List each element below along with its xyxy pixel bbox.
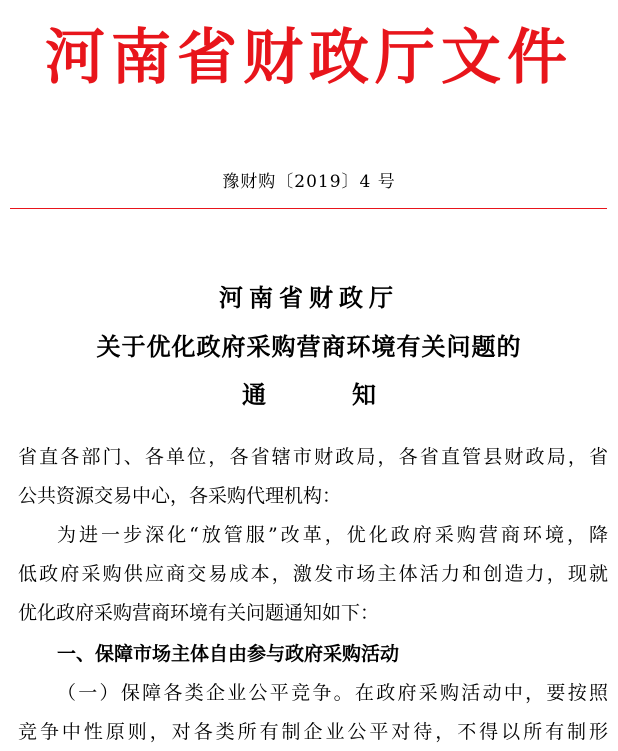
title-notice [0,379,618,411]
addressee-line-2: 公共资源交易中心，各采购代理机构： [18,485,342,507]
section-1-heading: 一、保障市场主体自由参与政府采购活动 [57,643,400,665]
addressee-line-1: 省直各部门、各单位，各省辖市财政局，各省直管县财政局，省 [18,446,608,468]
document-number: 豫财购〔2019〕4 号 [222,172,396,192]
intro-line-1: 为进一步深化“放管服”改革，优化政府采购营商环境，降 [57,524,608,546]
item-1-line-2: 竞争中性原则，对各类所有制企业公平对待，不得以所有制形 [18,721,608,743]
title-notice-char-1: 通 [242,380,266,409]
intro-line-3: 优化政府采购营商环境有关问题通知如下： [18,602,380,624]
masthead-title: 河南省财政厅文件 [45,23,573,93]
title-notice-char-2: 知 [352,380,376,409]
intro-line-2: 低政府采购供应商交易成本，激发市场主体活力和创造力，现就 [18,563,608,585]
item-1-line-1: （一）保障各类企业公平竞争。在政府采购活动中，要按照 [57,682,608,704]
title-subject: 关于优化政府采购营商环境有关问题的 [96,332,522,361]
red-divider-line [10,208,607,209]
title-issuer: 河南省财政厅 [219,283,399,312]
